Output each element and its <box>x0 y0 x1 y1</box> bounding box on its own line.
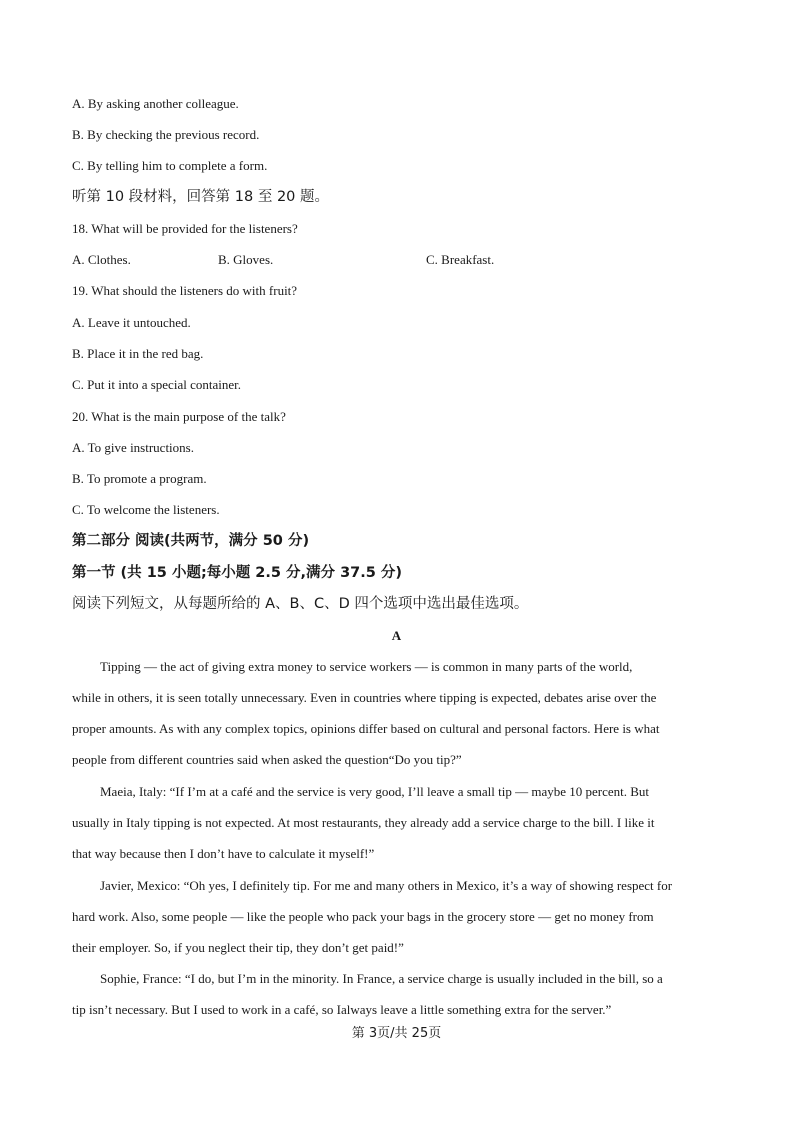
passage-title: A <box>391 628 402 643</box>
q19-option-a: A. Leave it untouched. <box>72 315 191 330</box>
q20-question: 20. What is the main purpose of the talk? <box>72 409 286 424</box>
passage-line: proper amounts. As with any complex topics, opinions differ based on cultural and personal factors. Here is what <box>72 721 660 736</box>
section1-header: 第一节 (共 15 小题;每小题 2.5 分,满分 37.5 分) <box>72 565 403 581</box>
passage-line: Javier, Mexico: “Oh yes, I definitely tip. For me and many others in Mexico, it’s a way of showing respect for <box>100 878 673 893</box>
passage-line: that way because then I don’t have to calculate it myself!” <box>72 846 375 861</box>
passage-line: Sophie, France: “I do, but I’m in the minority. In France, a service charge is usually included in the bill, so a <box>100 971 663 986</box>
passage-line: Maeia, Italy: “If I’m at a café and the service is very good, I’ll leave a small tip — maybe 10 percent. But <box>100 784 650 799</box>
q19-question: 19. What should the listeners do with fruit? <box>72 283 298 298</box>
q20-option-b: B. To promote a program. <box>72 471 207 486</box>
q20-option-a: A. To give instructions. <box>72 440 194 455</box>
q18-option-b: B. Gloves. <box>218 252 274 267</box>
passage-line: tip isn’t necessary. But I used to work in a café, so Ialways leave a little something extra for the server.” <box>72 1002 612 1017</box>
passage-line: while in others, it is seen totally unnecessary. Even in countries where tipping is expected, debates arise over the <box>72 690 657 705</box>
q17-option-a: A. By asking another colleague. <box>72 96 239 111</box>
part2-header: 第二部分 阅读(共两节，满分 50 分) <box>72 533 310 549</box>
passage-line: usually in Italy tipping is not expected. At most restaurants, they already add a service charge to the bill. I like it <box>72 815 655 830</box>
q18-options <box>72 252 712 268</box>
q20-option-c: C. To welcome the listeners. <box>72 502 220 517</box>
passage-line: people from different countries said when asked the question“Do you tip?” <box>72 752 462 767</box>
q18-question: 18. What will be provided for the listeners? <box>72 221 298 236</box>
q18-option-c: C. Breakfast. <box>426 252 495 267</box>
q19-option-c: C. Put it into a special container. <box>72 377 241 392</box>
passage-line: Tipping — the act of giving extra money to service workers — is common in many parts of the world, <box>100 659 633 674</box>
page-footer: 第 3页/共 25页 <box>351 1026 442 1041</box>
q19-option-b: B. Place it in the red bag. <box>72 346 204 361</box>
q18-option-a: A. Clothes. <box>72 252 131 267</box>
q17-option-c: C. By telling him to complete a form. <box>72 158 268 173</box>
passage-line: their employer. So, if you neglect their tip, they don’t get paid!” <box>72 940 404 955</box>
q17-option-b: B. By checking the previous record. <box>72 127 260 142</box>
passage-line: hard work. Also, some people — like the people who pack your bags in the grocery store — get no money from <box>72 909 654 924</box>
section10-header: 听第 10 段材料，回答第 18 至 20 题。 <box>72 189 330 205</box>
reading-instruction: 阅读下列短文，从每题所给的 A、B、C、D 四个选项中选出最佳选项。 <box>72 596 529 612</box>
